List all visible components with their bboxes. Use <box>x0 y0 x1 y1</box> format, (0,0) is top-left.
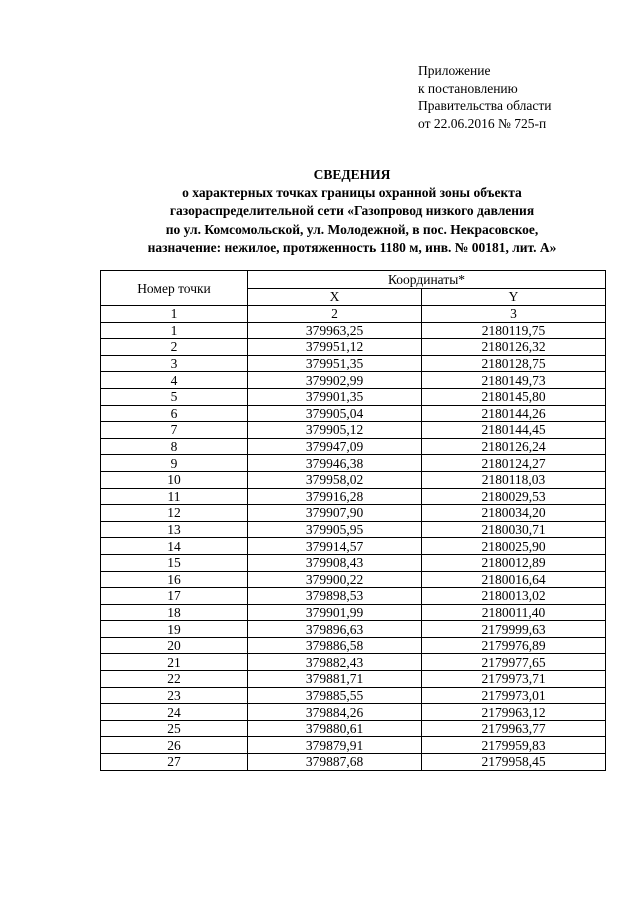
y-coordinate-cell: 2179958,45 <box>422 754 606 771</box>
table-row <box>101 488 606 505</box>
y-coordinate-cell: 2179999,63 <box>422 621 606 638</box>
x-coordinate-cell: 379887,68 <box>248 754 422 771</box>
table-row <box>101 704 606 721</box>
y-coordinate-cell: 2180128,75 <box>422 355 606 372</box>
table-row <box>101 339 606 356</box>
heading-line: газораспределительной сети «Газопровод низкого давления <box>169 203 535 219</box>
point-number-cell: 17 <box>101 588 248 605</box>
point-number-cell: 26 <box>101 737 248 754</box>
point-number-cell: 13 <box>101 521 248 538</box>
table-row <box>101 505 606 522</box>
y-coordinate-cell: 2180025,90 <box>422 538 606 555</box>
heading-line: назначение: нежилое, протяженность 1180 м, инв. № 00181, лит. А» <box>147 239 557 255</box>
point-number-cell: 25 <box>101 720 248 737</box>
x-coordinate-cell: 379898,53 <box>248 588 422 605</box>
y-coordinate-cell: 2180126,24 <box>422 438 606 455</box>
table-row <box>101 521 606 538</box>
y-coordinate-cell: 2180119,75 <box>422 322 606 339</box>
point-number-cell: 8 <box>101 438 248 455</box>
table-row <box>101 637 606 654</box>
point-number-cell: 24 <box>101 704 248 721</box>
point-number-cell: 21 <box>101 654 248 671</box>
point-number-cell: 15 <box>101 554 248 571</box>
table-row <box>101 471 606 488</box>
x-coordinate-cell: 379880,61 <box>248 720 422 737</box>
x-coordinate-cell: 379947,09 <box>248 438 422 455</box>
y-coordinate-cell: 2180124,27 <box>422 455 606 472</box>
y-coordinate-cell: 2180011,40 <box>422 604 606 621</box>
y-coordinate-cell: 2179973,01 <box>422 687 606 704</box>
y-coordinate-cell: 2180145,80 <box>422 388 606 405</box>
document-title: СВЕДЕНИЯ <box>313 167 391 182</box>
x-coordinate-cell: 379951,12 <box>248 339 422 356</box>
table-row <box>101 588 606 605</box>
point-number-cell: 22 <box>101 671 248 688</box>
point-number-cell: 2 <box>101 339 248 356</box>
point-number-cell: 14 <box>101 538 248 555</box>
point-number-cell: 27 <box>101 754 248 771</box>
y-coordinate-cell: 2179976,89 <box>422 637 606 654</box>
coordinates-table-body <box>101 322 606 770</box>
point-number-cell: 20 <box>101 637 248 654</box>
x-coordinate-cell: 379963,25 <box>248 322 422 339</box>
point-number-cell: 1 <box>101 322 248 339</box>
x-coordinate-cell: 379881,71 <box>248 671 422 688</box>
table-row <box>101 604 606 621</box>
heading-line: по ул. Комсомольской, ул. Молодежной, в пос. Некрасовское, <box>165 221 539 237</box>
x-coordinate-cell: 379901,99 <box>248 604 422 621</box>
column-number-cell: 1 <box>101 306 248 323</box>
y-coordinate-cell: 2180144,26 <box>422 405 606 422</box>
x-coordinate-cell: 379884,26 <box>248 704 422 721</box>
x-coordinate-cell: 379886,58 <box>248 637 422 654</box>
x-coordinate-cell: 379900,22 <box>248 571 422 588</box>
point-number-cell: 6 <box>101 405 248 422</box>
column-header-point-number: Номер точки <box>101 271 248 306</box>
y-coordinate-cell: 2180029,53 <box>422 488 606 505</box>
y-coordinate-cell: 2179963,12 <box>422 704 606 721</box>
column-header-x: X <box>248 288 422 306</box>
point-number-cell: 5 <box>101 388 248 405</box>
point-number-cell: 18 <box>101 604 248 621</box>
x-coordinate-cell: 379958,02 <box>248 471 422 488</box>
table-row <box>101 554 606 571</box>
y-coordinate-cell: 2179959,83 <box>422 737 606 754</box>
table-row <box>101 388 606 405</box>
heading-line: о характерных точках границы охранной зоны объекта <box>182 185 522 201</box>
y-coordinate-cell: 2180013,02 <box>422 588 606 605</box>
column-number-cell: 3 <box>422 306 606 323</box>
y-coordinate-cell: 2179963,77 <box>422 720 606 737</box>
y-coordinate-cell: 2180012,89 <box>422 554 606 571</box>
y-coordinate-cell: 2180118,03 <box>422 471 606 488</box>
annex-line: Правительства области <box>418 98 552 113</box>
table-row <box>101 372 606 389</box>
annex-block <box>418 62 618 132</box>
table-row <box>101 322 606 339</box>
x-coordinate-cell: 379905,12 <box>248 422 422 439</box>
table-row <box>101 754 606 771</box>
annex-line: к постановлению <box>418 80 518 96</box>
table-row <box>101 571 606 588</box>
point-number-cell: 9 <box>101 455 248 472</box>
x-coordinate-cell: 379907,90 <box>248 505 422 522</box>
table-row <box>101 405 606 422</box>
column-header-y: Y <box>422 288 606 306</box>
point-number-cell: 12 <box>101 505 248 522</box>
x-coordinate-cell: 379902,99 <box>248 372 422 389</box>
x-coordinate-cell: 379885,55 <box>248 687 422 704</box>
document-heading <box>96 166 608 257</box>
point-number-cell: 23 <box>101 687 248 704</box>
y-coordinate-cell: 2180144,45 <box>422 422 606 439</box>
table-row <box>101 621 606 638</box>
table-row <box>101 671 606 688</box>
y-coordinate-cell: 2180034,20 <box>422 505 606 522</box>
point-number-cell: 3 <box>101 355 248 372</box>
annex-date-line: от 22.06.2016 № 725-п <box>418 115 547 131</box>
table-row <box>101 355 606 372</box>
table-row <box>101 438 606 455</box>
x-coordinate-cell: 379951,35 <box>248 355 422 372</box>
y-coordinate-cell: 2180030,71 <box>422 521 606 538</box>
table-row <box>101 422 606 439</box>
annex-line: Приложение <box>418 63 491 78</box>
x-coordinate-cell: 379905,04 <box>248 405 422 422</box>
point-number-cell: 10 <box>101 471 248 488</box>
y-coordinate-cell: 2179973,71 <box>422 671 606 688</box>
table-row <box>101 654 606 671</box>
x-coordinate-cell: 379901,35 <box>248 388 422 405</box>
x-coordinate-cell: 379896,63 <box>248 621 422 638</box>
table-row <box>101 737 606 754</box>
coordinates-table <box>100 270 606 771</box>
table-row <box>101 538 606 555</box>
x-coordinate-cell: 379905,95 <box>248 521 422 538</box>
point-number-cell: 19 <box>101 621 248 638</box>
column-number-cell: 2 <box>248 306 422 323</box>
y-coordinate-cell: 2179977,65 <box>422 654 606 671</box>
point-number-cell: 7 <box>101 422 248 439</box>
x-coordinate-cell: 379914,57 <box>248 538 422 555</box>
point-number-cell: 4 <box>101 372 248 389</box>
x-coordinate-cell: 379946,38 <box>248 455 422 472</box>
point-number-cell: 11 <box>101 488 248 505</box>
table-row <box>101 687 606 704</box>
y-coordinate-cell: 2180016,64 <box>422 571 606 588</box>
x-coordinate-cell: 379916,28 <box>248 488 422 505</box>
y-coordinate-cell: 2180126,32 <box>422 339 606 356</box>
y-coordinate-cell: 2180149,73 <box>422 372 606 389</box>
x-coordinate-cell: 379908,43 <box>248 554 422 571</box>
table-row <box>101 455 606 472</box>
x-coordinate-cell: 379882,43 <box>248 654 422 671</box>
table-row <box>101 720 606 737</box>
point-number-cell: 16 <box>101 571 248 588</box>
column-header-coordinates: Координаты* <box>248 271 606 289</box>
x-coordinate-cell: 379879,91 <box>248 737 422 754</box>
